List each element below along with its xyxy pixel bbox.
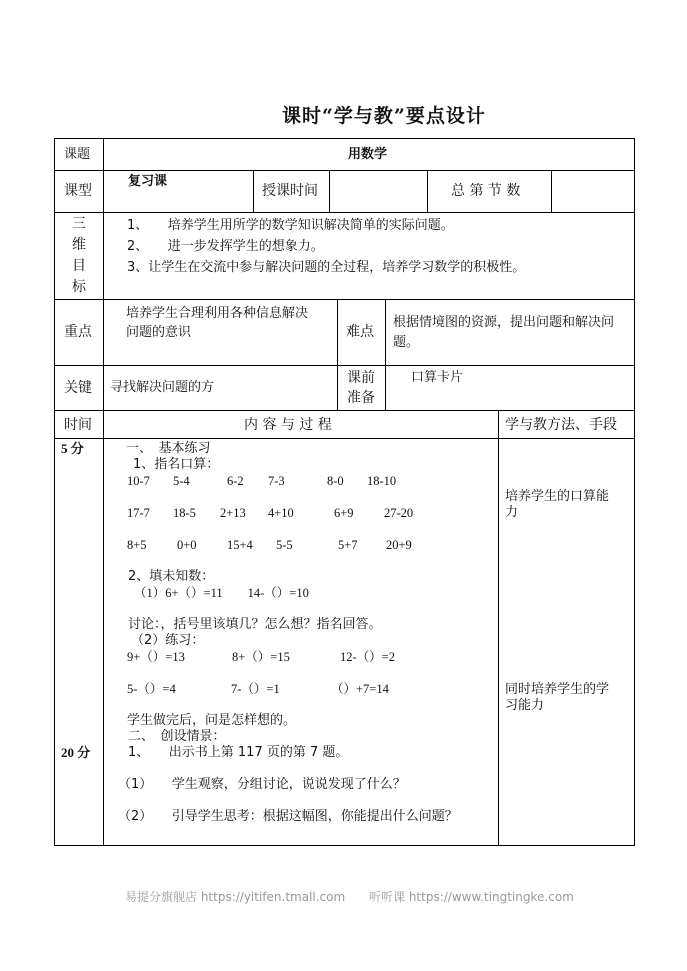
method-2-line1: 同时培养学生的学 bbox=[505, 682, 610, 697]
scenario-step-3: （2） 引导学生思考：根据这幅图，你能提出什么问题？ bbox=[118, 809, 458, 824]
label-crux: 关键 bbox=[64, 380, 92, 396]
goals-label-2: 维 bbox=[72, 237, 86, 253]
label-time: 授课时间 bbox=[262, 183, 318, 199]
method-1-line1: 培养学生的口算能 bbox=[505, 489, 610, 504]
fill-example: （1）6+（）=11 14-（）=10 bbox=[134, 586, 309, 600]
difficulty-line2: 题。 bbox=[393, 335, 420, 350]
goals-label-1: 三 bbox=[72, 216, 86, 232]
col-process: 内 容 与 过 程 bbox=[244, 417, 332, 433]
goals-label-4: 标 bbox=[72, 279, 86, 295]
sub-fill-unknown: 2、填未知数： bbox=[128, 569, 215, 584]
topic-value: 用数学 bbox=[348, 147, 388, 162]
footer-link-site[interactable]: 听听课 https://www.tingtingke.com bbox=[369, 890, 574, 904]
goals-label-3: 目 bbox=[72, 258, 86, 274]
method-2-line2: 习能力 bbox=[505, 698, 545, 713]
label-prep-2: 准备 bbox=[347, 390, 375, 406]
prep-materials: 口算卡片 bbox=[411, 370, 464, 385]
label-prep-1: 课前 bbox=[347, 370, 375, 386]
after-practice-note: 学生做完后，问是怎样想的。 bbox=[127, 713, 297, 728]
method-1-line2: 力 bbox=[505, 505, 519, 520]
sub-oral-calc: 1、指名口算： bbox=[133, 457, 220, 472]
time-20min: 20 分 bbox=[61, 745, 91, 760]
key-text-line2: 问题的意识 bbox=[126, 325, 192, 340]
label-difficulty: 难点 bbox=[346, 324, 374, 340]
label-type: 课型 bbox=[64, 183, 92, 199]
scenario-step-1: 1、 出示书上第 117 页的第 7 题。 bbox=[128, 745, 349, 760]
col-time: 时间 bbox=[64, 417, 92, 433]
label-topic: 课题 bbox=[64, 147, 91, 162]
practice-label: （2）练习： bbox=[131, 633, 205, 648]
col-method: 学与教方法、手段 bbox=[505, 417, 617, 433]
discussion-prompt: 讨论：，括号里该填几？怎么想？指名回答。 bbox=[128, 617, 382, 632]
footer-link-store[interactable]: 易提分旗舰店 https://yitifen.tmall.com bbox=[125, 890, 346, 904]
scenario-step-2: （1） 学生观察，分组讨论，说说发现了什么？ bbox=[118, 777, 406, 792]
goal-item: 3、让学生在交流中参与解决问题的全过程，培养学习数学的积极性。 bbox=[127, 260, 526, 275]
label-key: 重点 bbox=[64, 324, 92, 340]
section-scenario: 二、 创设情景： bbox=[128, 729, 226, 744]
label-total: 总 第 节 数 bbox=[451, 183, 521, 199]
difficulty-line1: 根据情境图的资源，提出问题和解决问 bbox=[393, 315, 615, 330]
goal-item: 2、 进一步发挥学生的想象力。 bbox=[127, 239, 324, 254]
crux-text: 寻找解决问题的方 bbox=[110, 380, 215, 395]
type-value: 复习课 bbox=[128, 174, 168, 189]
time-5min: 5 分 bbox=[61, 441, 84, 456]
page-title: 课时“学与教”要点设计 bbox=[282, 105, 486, 127]
key-text-line1: 培养学生合理利用各种信息解决 bbox=[126, 306, 309, 321]
section-basic-practice: 一、 基本练习 bbox=[126, 441, 211, 456]
goal-item: 1、 培养学生用所学的数学知识解决简单的实际问题。 bbox=[127, 218, 454, 233]
